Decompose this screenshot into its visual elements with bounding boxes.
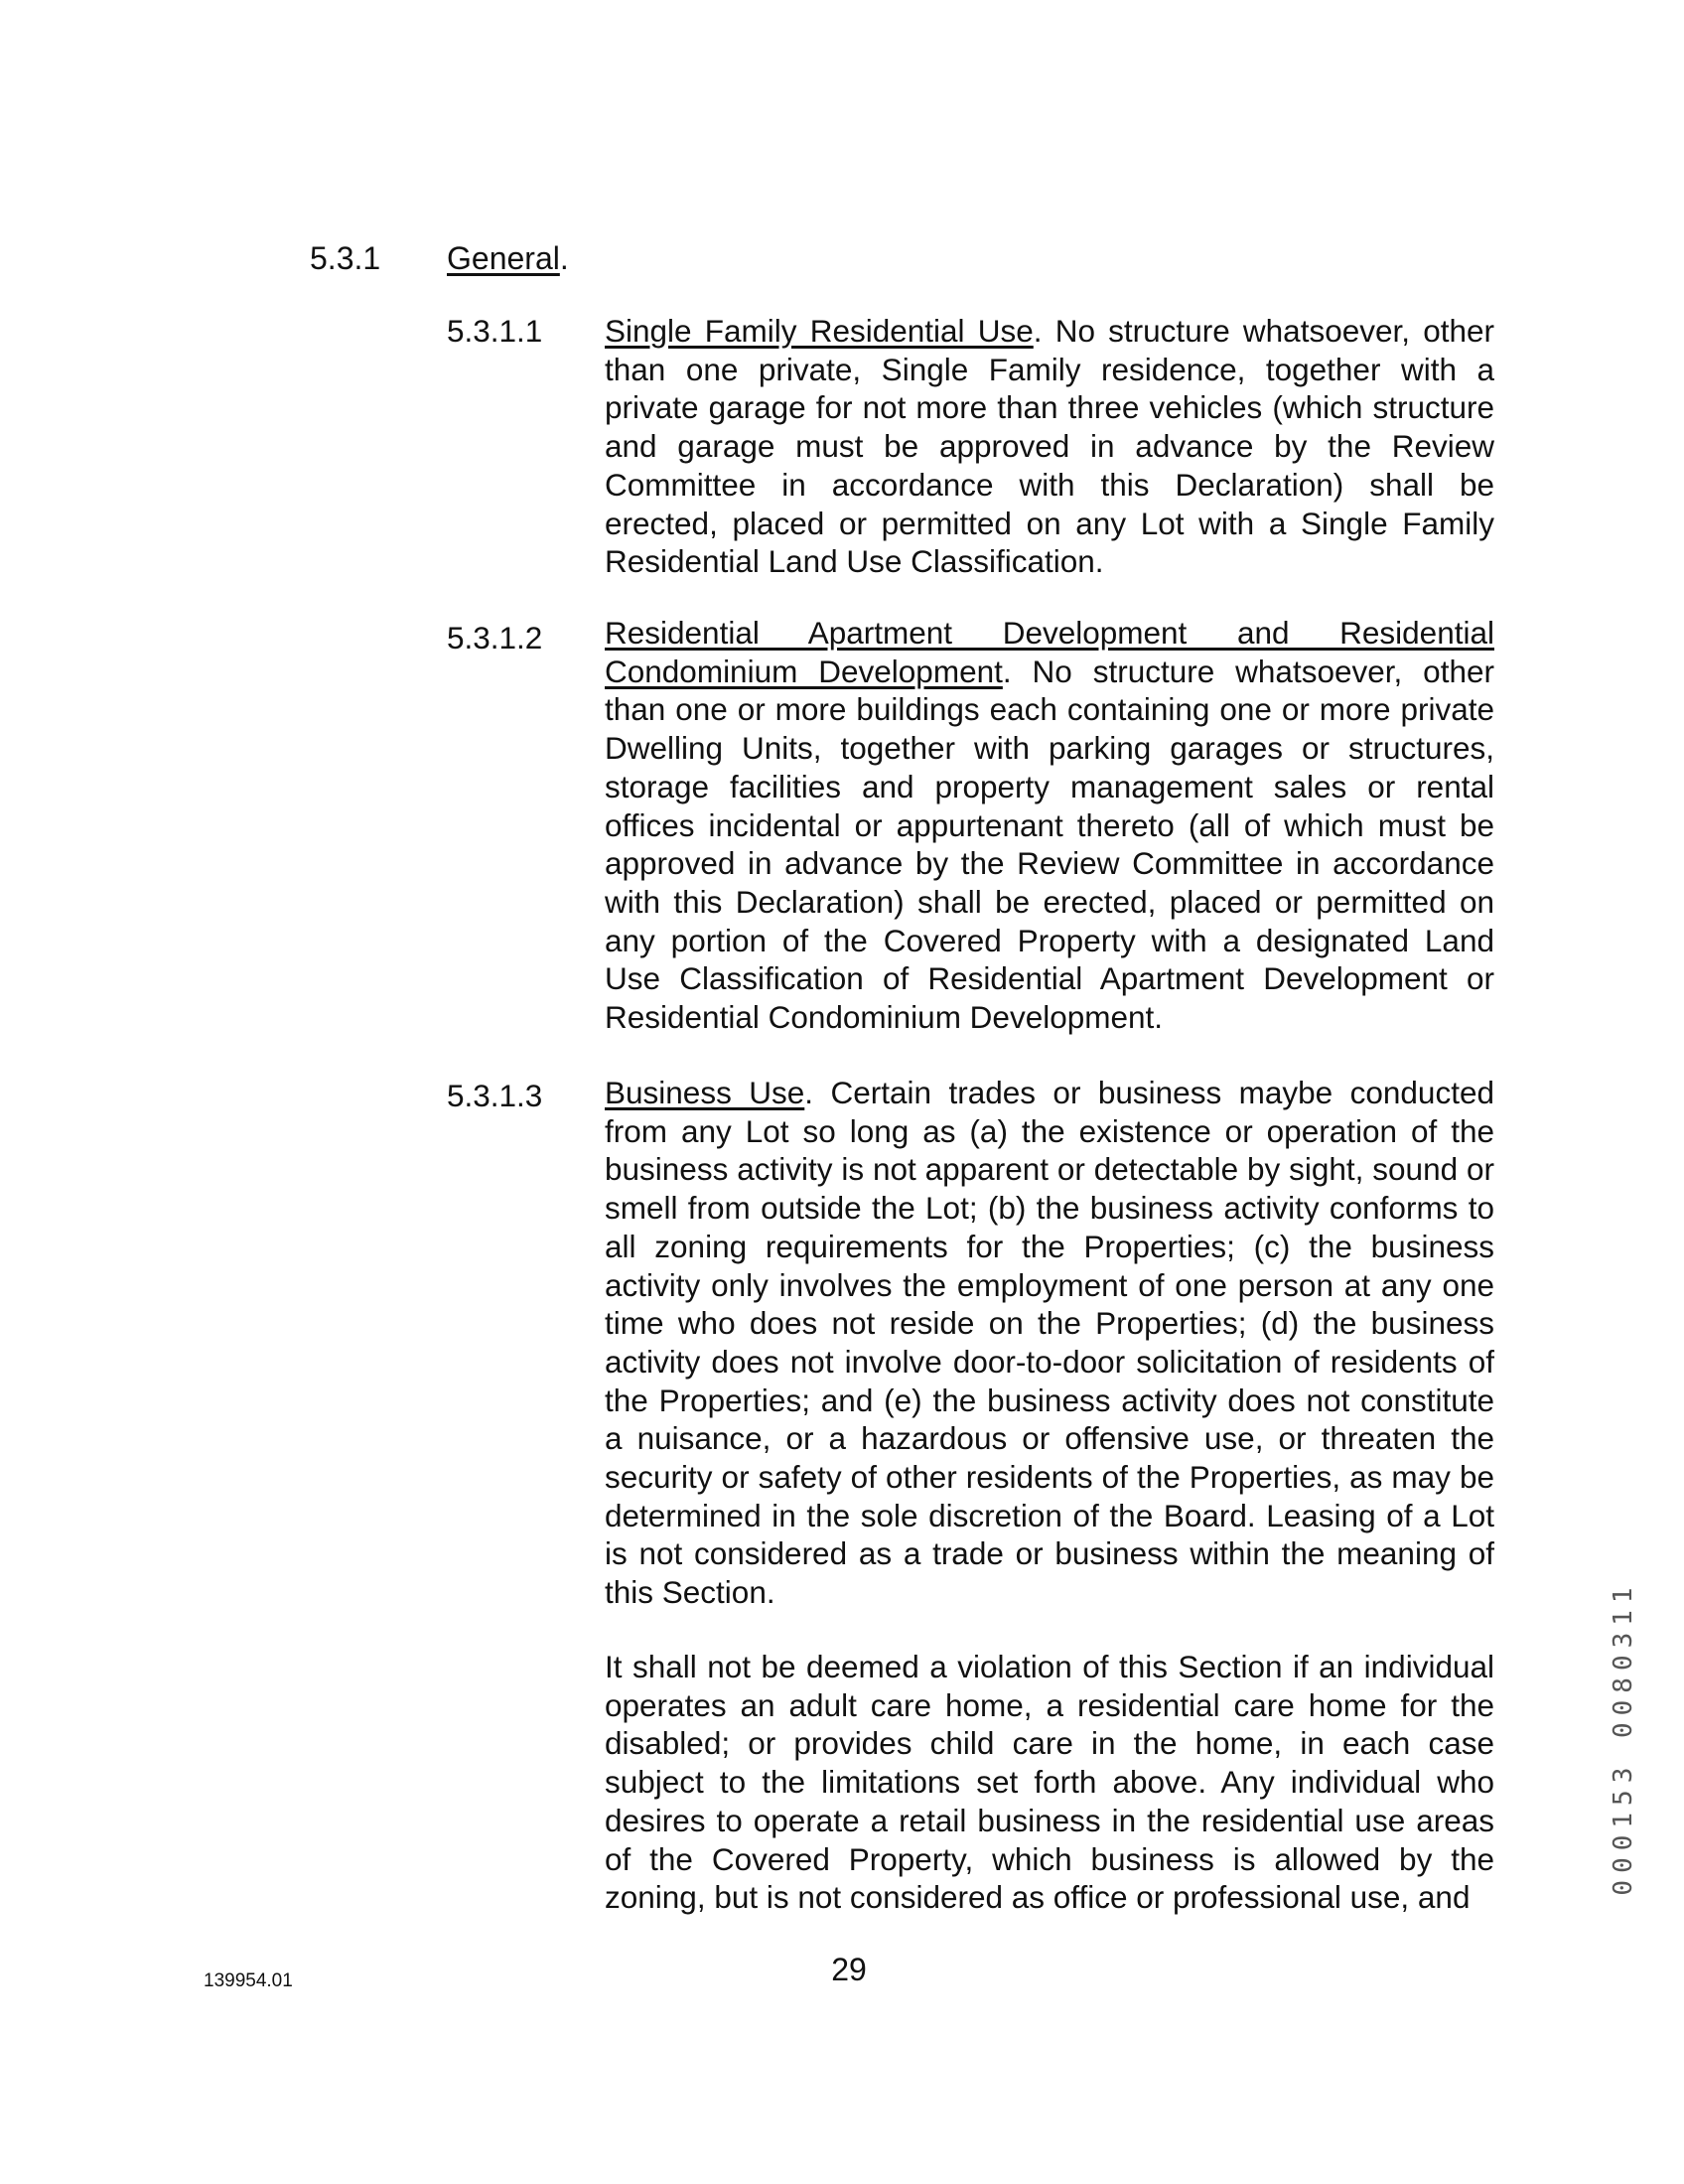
paragraph-1 (605, 312, 1494, 581)
paragraph-number-1: 5.3.1.1 (447, 313, 543, 349)
recording-stamp (1599, 1569, 1648, 1907)
section-title-text: General (447, 240, 560, 276)
page-number: 29 (831, 1952, 867, 1987)
continuation-paragraph: It shall not be deemed a violation of this Section if an individual operates an adult care home, a residential care home for the disabled; or provides child care in the home, in each case subject to the limitations set forth above. Any individual who desires to operate a retail business in the residential use areas of the Covered Property, which business is allowed by the zoning, but is not considered as office or professional use, and (605, 1649, 1494, 1916)
section-title-suffix: . (559, 240, 569, 276)
recording-stamp-text: 000153 0080311 (1609, 1580, 1638, 1896)
paragraph-heading-3: Business Use (605, 1075, 805, 1110)
section-number: 5.3.1 (310, 240, 381, 276)
paragraph-body-2: . No structure whatsoever, other than one or more buildings each containing one or more private Dwelling Units, together with parking garages or structures, storage facilities and property management sales or rental offices incidental or appurtenant thereto (all of which must be approved in advance by the Review Committee in accordance with this Declaration) shall be erected, placed or permitted on any portion of the Covered Property with a designated Land Use Classification of Residential Apartment Development or Residential Condominium Development. (605, 653, 1494, 1036)
paragraph-heading-2: Residential Apartment Development and Residential Condominium Development (605, 615, 1494, 689)
paragraph-3 (605, 1074, 1494, 1612)
paragraph-heading-1: Single Family Residential Use (605, 313, 1034, 349)
paragraph-2 (605, 614, 1494, 1037)
paragraph-body-1: . No structure whatsoever, other than one private, Single Family residence, together with a private garage for not more than three vehicles (which structure and garage must be approved in advance by the Review Committee in accordance with this Declaration) shall be erected, placed or permitted on any Lot with a Single Family Residential Land Use Classification. (605, 313, 1495, 580)
paragraph-body-3: . Certain trades or business maybe conducted from any Lot so long as (a) the existence or operation of the business activity is not apparent or detectable by sight, sound or smell from outside the Lot; (b) the business activity conforms to all zoning requirements for the Properties; (c) the business activity only involves the employment of one person at any one time who does not reside on the Properties; (d) the business activity does not involve door-to-door solicitation of residents of the Properties; and (e) the business activity does not constitute a nuisance, or a hazardous or offensive use, or threaten the security or safety of other residents of the Properties, as may be determined in the sole discretion of the Board. Leasing of a Lot is not considered as a trade or business within the meaning of this Section. (605, 1075, 1494, 1611)
paragraph-number-3: 5.3.1.3 (447, 1078, 543, 1113)
document-id: 139954.01 (204, 1970, 293, 1991)
section-title (447, 238, 569, 278)
paragraph-number-2: 5.3.1.2 (447, 620, 543, 655)
